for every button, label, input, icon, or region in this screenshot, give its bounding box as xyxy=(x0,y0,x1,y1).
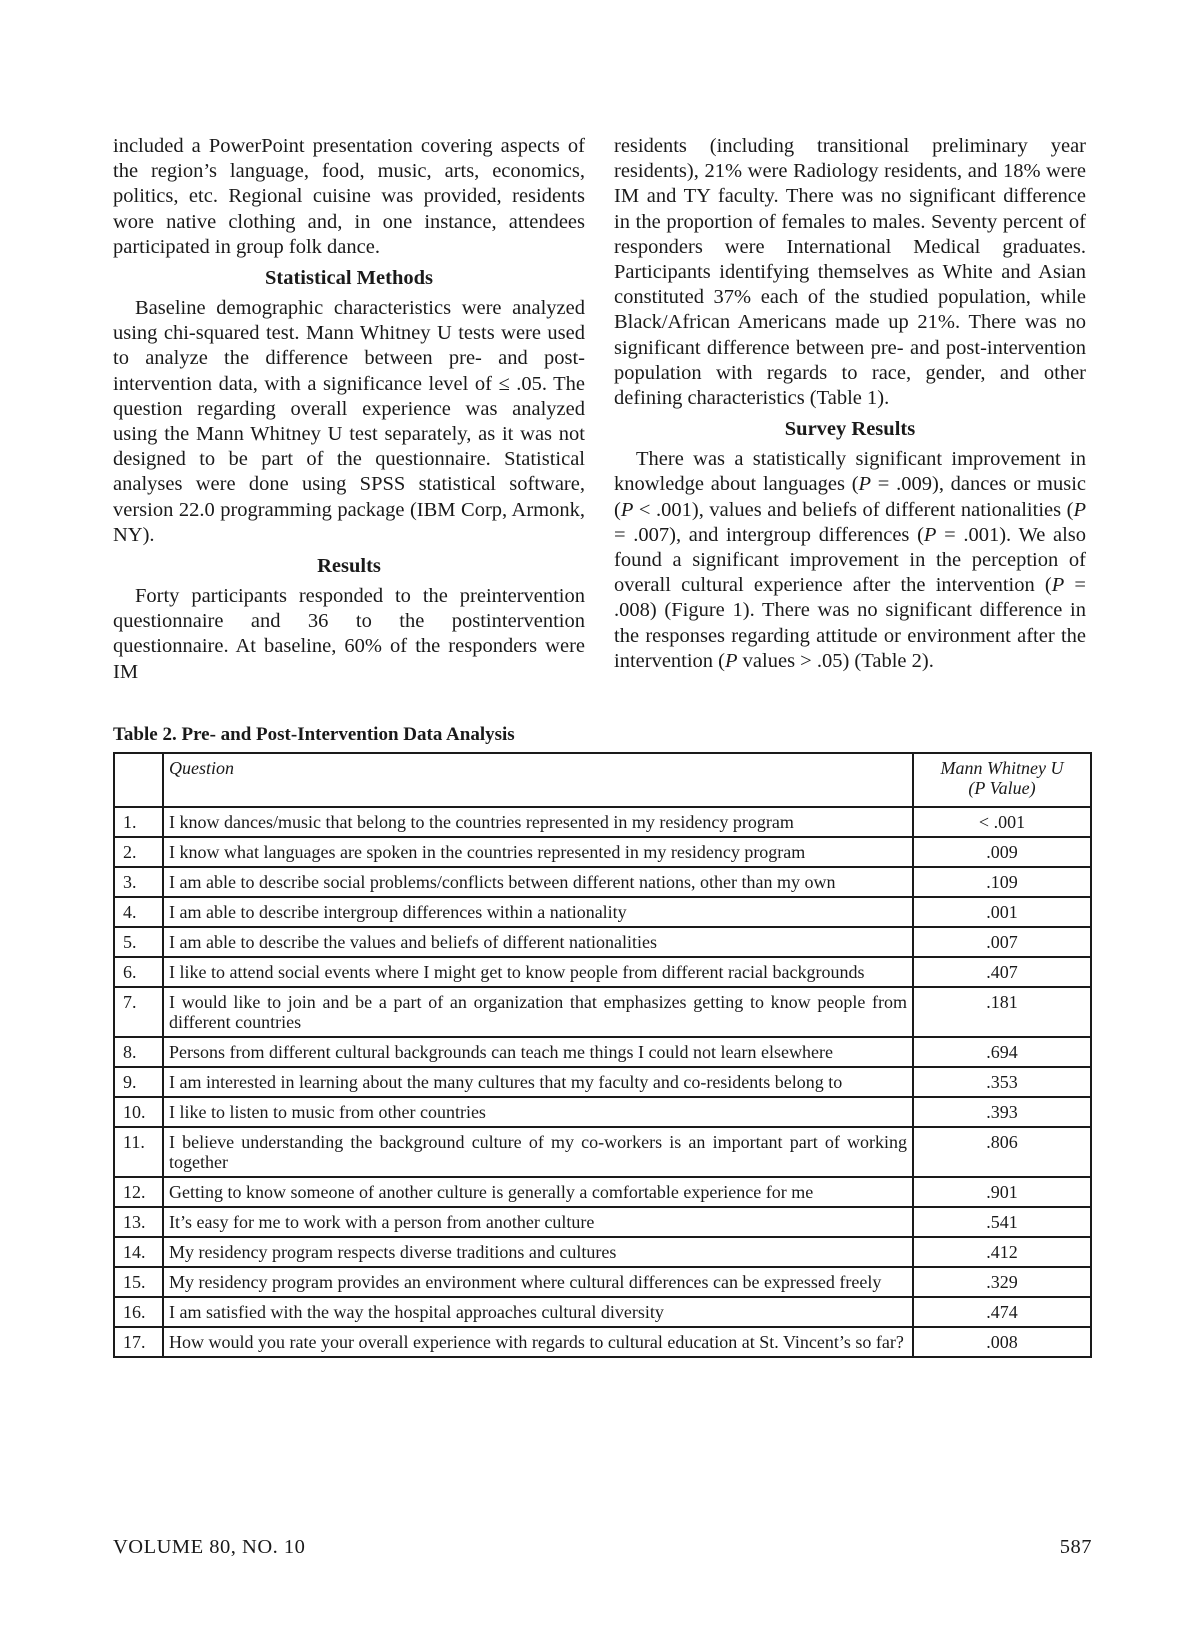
row-question: I like to attend social events where I might get to know people from different racial backgrounds xyxy=(163,957,913,987)
header-mann-whitney xyxy=(913,753,1091,807)
row-question: My residency program respects diverse traditions and cultures xyxy=(163,1237,913,1267)
survey-text: = .001). We also found a significant improvement in the perception of overall cultural experience after the intervention ( xyxy=(614,523,1086,597)
survey-results-heading: Survey Results xyxy=(784,418,916,441)
row-number: 8. xyxy=(114,1037,163,1067)
row-number: 9. xyxy=(114,1067,163,1097)
footer-volume: VOLUME 80, NO. 10 xyxy=(113,1536,306,1558)
row-number: 13. xyxy=(114,1207,163,1237)
row-p-value: .009 xyxy=(913,837,1091,867)
row-number: 2. xyxy=(114,837,163,867)
table-row xyxy=(114,957,1091,987)
row-number: 5. xyxy=(114,927,163,957)
p-symbol: P xyxy=(923,523,937,546)
table-row xyxy=(114,1207,1091,1237)
intro-paragraph: included a PowerPoint presentation covering aspects of the region’s language, food, music, arts, economics, politics, etc. Regional cuisine was provided, residents wore native clothing and, in one instance, attendees participated in group folk dance. xyxy=(113,135,585,258)
row-question: Getting to know someone of another culture is generally a comfortable experience for me xyxy=(163,1177,913,1207)
table-row xyxy=(114,1327,1091,1357)
header-number-cell xyxy=(114,753,163,807)
row-question: How would you rate your overall experience with regards to cultural education at St. Vincent’s so far? xyxy=(163,1327,913,1357)
survey-results-paragraph xyxy=(614,447,1086,674)
p-symbol: P xyxy=(1073,498,1086,521)
row-p-value: .329 xyxy=(913,1267,1091,1297)
table-row xyxy=(114,837,1091,867)
table-row xyxy=(114,1237,1091,1267)
row-p-value: .474 xyxy=(913,1297,1091,1327)
row-question: I am able to describe the values and beliefs of different nationalities xyxy=(163,927,913,957)
results-continued-paragraph: residents (including transitional preliminary year residents), 21% were Radiology residents, and 18% were IM and TY faculty. There was no significant difference in the proportion of females to males. Seventy percent of responders were International Medical graduates. Participants identifying themselves as White and Asian constituted 37% each of the studied population, while Black/African Americans made up 21%. There was no significant difference between pre- and post-intervention population with regards to race, gender, and other defining characteristics (Table 1). xyxy=(614,135,1086,410)
row-question: My residency program provides an environment where cultural differences can be expressed freely xyxy=(163,1267,913,1297)
row-p-value: .901 xyxy=(913,1177,1091,1207)
row-number: 10. xyxy=(114,1097,163,1127)
row-p-value: .109 xyxy=(913,867,1091,897)
row-number: 7. xyxy=(114,987,163,1037)
survey-text: There was a statistically significant improvement in knowledge about languages ( xyxy=(614,448,1086,496)
row-number: 15. xyxy=(114,1267,163,1297)
table-row xyxy=(114,867,1091,897)
row-number: 17. xyxy=(114,1327,163,1357)
survey-text: values > .05) (Table 2). xyxy=(737,649,934,672)
data-table xyxy=(113,752,1092,1358)
row-question: I believe understanding the background culture of my co-workers is an important part of working together xyxy=(163,1127,913,1177)
table-row xyxy=(114,1097,1091,1127)
row-question: I know what languages are spoken in the countries represented in my residency program xyxy=(163,837,913,867)
table-row xyxy=(114,1267,1091,1297)
table-row xyxy=(114,1037,1091,1067)
p-symbol: P xyxy=(858,473,872,496)
row-p-value: < .001 xyxy=(913,807,1091,837)
row-number: 6. xyxy=(114,957,163,987)
row-number: 4. xyxy=(114,897,163,927)
p-symbol: P xyxy=(620,498,634,521)
table-row xyxy=(114,1177,1091,1207)
table-body xyxy=(114,807,1091,1357)
row-p-value: .541 xyxy=(913,1207,1091,1237)
row-number: 11. xyxy=(114,1127,163,1177)
survey-text: = .008) (Figure 1). There was no significant difference in the responses regarding attitude or environment after the intervention ( xyxy=(614,574,1086,672)
row-p-value: .001 xyxy=(913,897,1091,927)
row-question: I am interested in learning about the many cultures that my faculty and co-residents belong to xyxy=(163,1067,913,1097)
table-row xyxy=(114,927,1091,957)
row-question: I am able to describe social problems/conflicts between different nations, other than my own xyxy=(163,867,913,897)
row-p-value: .407 xyxy=(913,957,1091,987)
row-number: 12. xyxy=(114,1177,163,1207)
row-question: I know dances/music that belong to the countries represented in my residency program xyxy=(163,807,913,837)
row-p-value: .008 xyxy=(913,1327,1091,1357)
p-symbol: P xyxy=(725,649,738,672)
survey-text: < .001), values and beliefs of different nationalities ( xyxy=(633,498,1074,521)
row-number: 14. xyxy=(114,1237,163,1267)
table-row xyxy=(114,1067,1091,1097)
results-paragraph: Forty participants responded to the preintervention questionnaire and 36 to the postintervention questionnaire. At baseline, 60% of the responders were IM xyxy=(113,585,585,683)
row-question: I am satisfied with the way the hospital approaches cultural diversity xyxy=(163,1297,913,1327)
table-header-row xyxy=(114,753,1091,807)
survey-text: = .009), dances or music ( xyxy=(614,473,1086,521)
row-p-value: .007 xyxy=(913,927,1091,957)
right-column xyxy=(614,134,1086,674)
footer-page-number: 587 xyxy=(1059,1536,1092,1558)
results-heading: Results xyxy=(317,555,381,578)
row-number: 1. xyxy=(114,807,163,837)
row-question: Persons from different cultural backgrounds can teach me things I could not learn elsewhere xyxy=(163,1037,913,1067)
row-question: I am able to describe intergroup differences within a nationality xyxy=(163,897,913,927)
p-symbol: P xyxy=(1051,574,1065,597)
table-row xyxy=(114,897,1091,927)
statistical-methods-heading: Statistical Methods xyxy=(265,267,433,290)
row-number: 3. xyxy=(114,867,163,897)
left-column xyxy=(113,134,585,685)
row-p-value: .806 xyxy=(913,1127,1091,1177)
survey-text: = .007), and intergroup differences ( xyxy=(614,523,924,546)
row-p-value: .412 xyxy=(913,1237,1091,1267)
table-row xyxy=(114,1127,1091,1177)
header-u-line2: (P Value) xyxy=(968,778,1036,798)
row-p-value: .181 xyxy=(913,987,1091,1037)
table-caption: Table 2. Pre- and Post-Intervention Data Analysis xyxy=(113,724,515,745)
table-row xyxy=(114,987,1091,1037)
row-p-value: .694 xyxy=(913,1037,1091,1067)
table-row xyxy=(114,1297,1091,1327)
statistical-methods-paragraph: Baseline demographic characteristics were analyzed using chi-squared test. Mann Whitney U tests were used to analyze the difference between pre- and post-intervention data, with a significance level of ≤ .05. The question regarding overall experience was analyzed using the Mann Whitney U test separately, as it was not designed to be part of the questionnaire. Statistical analyses were done using SPSS statistical software, version 22.0 programming package (IBM Corp, Armonk, NY). xyxy=(113,297,585,546)
row-question: I would like to join and be a part of an organization that emphasizes getting to know people from different countries xyxy=(163,987,913,1037)
row-question: It’s easy for me to work with a person from another culture xyxy=(163,1207,913,1237)
row-number: 16. xyxy=(114,1297,163,1327)
row-p-value: .353 xyxy=(913,1067,1091,1097)
row-question: I like to listen to music from other countries xyxy=(163,1097,913,1127)
table-row xyxy=(114,807,1091,837)
header-question: Question xyxy=(163,753,913,807)
row-p-value: .393 xyxy=(913,1097,1091,1127)
header-u-line1: Mann Whitney U xyxy=(940,758,1064,778)
